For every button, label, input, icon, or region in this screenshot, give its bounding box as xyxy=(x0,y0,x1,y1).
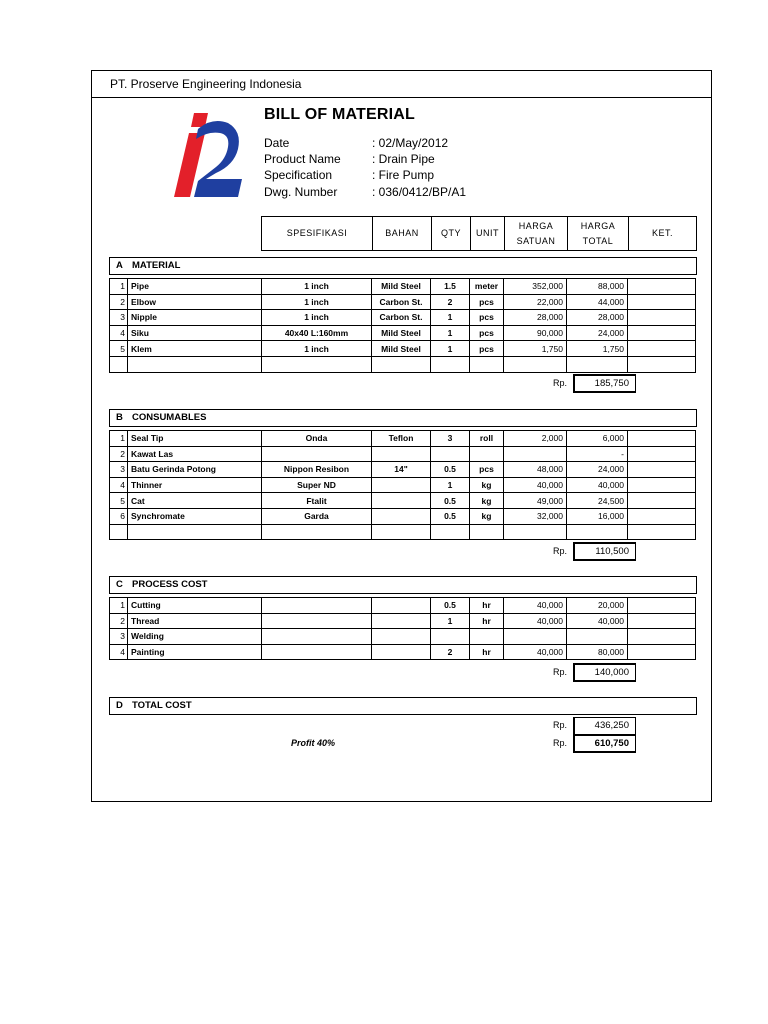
cell-qty: 3 xyxy=(431,431,470,447)
col-ket: KET. xyxy=(628,217,696,250)
section-total-header xyxy=(109,697,697,715)
cell-bahan xyxy=(372,644,431,660)
cell-harga-total: - xyxy=(567,446,628,462)
section-consumables-header xyxy=(109,409,697,427)
info-value: : 02/May/2012 xyxy=(372,136,449,150)
cell-harga-satuan: 22,000 xyxy=(504,294,567,310)
cell-row-no: 2 xyxy=(110,446,128,462)
section-title: CONSUMABLES xyxy=(132,412,207,423)
cell-qty: 1 xyxy=(431,341,470,357)
info-value: : 036/0412/BP/A1 xyxy=(372,185,467,199)
cell-bahan xyxy=(372,613,431,629)
cell-item-name: Cat xyxy=(128,493,262,509)
cell-qty: 0.5 xyxy=(431,508,470,524)
cell-harga-satuan: 90,000 xyxy=(504,325,567,341)
cell-harga-satuan: 48,000 xyxy=(504,462,567,478)
cell-harga-satuan: 49,000 xyxy=(504,493,567,509)
cell-ket xyxy=(628,279,696,295)
table-row xyxy=(110,294,696,310)
cell-bahan: Carbon St. xyxy=(372,294,431,310)
cell-spesifikasi xyxy=(262,644,372,660)
cell-bahan xyxy=(372,629,431,645)
cell-bahan xyxy=(372,493,431,509)
cell-harga-total xyxy=(567,356,628,372)
cell-qty: 0.5 xyxy=(431,462,470,478)
info-value: : Drain Pipe xyxy=(372,152,435,166)
table-row xyxy=(110,446,696,462)
cell-spesifikasi xyxy=(262,629,372,645)
cell-unit xyxy=(470,356,504,372)
col-unit: UNIT xyxy=(470,217,504,250)
cell-harga-satuan xyxy=(504,524,567,540)
cell-harga-total xyxy=(567,524,628,540)
cell-qty: 1 xyxy=(431,477,470,493)
cell-harga-satuan: 40,000 xyxy=(504,613,567,629)
cell-qty: 1 xyxy=(431,613,470,629)
rp-label: Rp. xyxy=(553,378,568,388)
section-letter: B xyxy=(116,412,123,423)
process-table xyxy=(109,597,696,660)
cell-qty xyxy=(431,356,470,372)
cell-qty xyxy=(431,524,470,540)
cell-spesifikasi xyxy=(262,446,372,462)
cell-item-name: Nipple xyxy=(128,310,262,326)
col-harga-total-line1: HARGA xyxy=(580,220,616,231)
table-row xyxy=(110,524,696,540)
table-row xyxy=(110,462,696,478)
cell-harga-satuan xyxy=(504,446,567,462)
cell-harga-total xyxy=(567,629,628,645)
cell-unit xyxy=(470,446,504,462)
cell-item-name: Seal Tip xyxy=(128,431,262,447)
cell-qty: 1 xyxy=(431,325,470,341)
rp-label: Rp. xyxy=(553,738,568,748)
column-header xyxy=(261,216,697,251)
cell-spesifikasi xyxy=(262,356,372,372)
cell-bahan xyxy=(372,446,431,462)
cell-harga-total: 88,000 xyxy=(567,279,628,295)
cell-row-no xyxy=(110,524,128,540)
cell-bahan: Mild Steel xyxy=(372,279,431,295)
cell-row-no: 5 xyxy=(110,493,128,509)
cell-spesifikasi: Super ND xyxy=(262,477,372,493)
company-name: PT. Proserve Engineering Indonesia xyxy=(92,70,711,98)
col-harga-satuan-line1: HARGA xyxy=(518,220,554,231)
section-letter: A xyxy=(116,260,123,271)
cell-harga-total: 28,000 xyxy=(567,310,628,326)
profit-label: Profit 40% xyxy=(291,738,336,748)
cell-unit xyxy=(470,524,504,540)
consumables-table xyxy=(109,430,696,540)
material-table xyxy=(109,278,696,373)
info-label: Product Name xyxy=(264,152,341,166)
section-title: PROCESS COST xyxy=(132,579,208,590)
cell-spesifikasi xyxy=(262,613,372,629)
cell-bahan: 14" xyxy=(372,462,431,478)
cell-item-name: Batu Gerinda Potong xyxy=(128,462,262,478)
cell-ket xyxy=(628,431,696,447)
grand-total-value: 610,750 xyxy=(573,734,636,753)
cell-qty: 2 xyxy=(431,644,470,660)
cell-item-name: Kawat Las xyxy=(128,446,262,462)
info-label: Date xyxy=(264,136,290,150)
cell-row-no: 6 xyxy=(110,508,128,524)
cell-row-no: 4 xyxy=(110,477,128,493)
cell-qty xyxy=(431,446,470,462)
cell-ket xyxy=(628,524,696,540)
cell-unit: pcs xyxy=(470,341,504,357)
cell-qty: 2 xyxy=(431,294,470,310)
cell-harga-satuan: 40,000 xyxy=(504,598,567,614)
cell-spesifikasi: 40x40 L:160mm xyxy=(262,325,372,341)
table-row xyxy=(110,341,696,357)
table-row xyxy=(110,310,696,326)
cell-ket xyxy=(628,310,696,326)
cell-bahan xyxy=(372,508,431,524)
cell-harga-total: 16,000 xyxy=(567,508,628,524)
cell-unit: hr xyxy=(470,613,504,629)
table-row xyxy=(110,356,696,372)
cell-bahan xyxy=(372,598,431,614)
cell-unit: kg xyxy=(470,493,504,509)
cell-harga-total: 20,000 xyxy=(567,598,628,614)
cell-qty: 1 xyxy=(431,310,470,326)
cell-row-no: 2 xyxy=(110,294,128,310)
cell-harga-total: 6,000 xyxy=(567,431,628,447)
cell-spesifikasi xyxy=(262,524,372,540)
cell-item-name: Synchromate xyxy=(128,508,262,524)
cell-harga-total: 44,000 xyxy=(567,294,628,310)
cell-unit: kg xyxy=(470,508,504,524)
cell-row-no: 1 xyxy=(110,279,128,295)
section-title: TOTAL COST xyxy=(132,700,192,711)
cell-unit: pcs xyxy=(470,462,504,478)
cell-ket xyxy=(628,294,696,310)
cell-item-name: Painting xyxy=(128,644,262,660)
rp-label: Rp. xyxy=(553,720,568,730)
cell-unit: pcs xyxy=(470,325,504,341)
col-qty: QTY xyxy=(431,217,470,250)
cell-unit: kg xyxy=(470,477,504,493)
cell-ket xyxy=(628,477,696,493)
cell-ket xyxy=(628,644,696,660)
cell-harga-satuan: 28,000 xyxy=(504,310,567,326)
table-row xyxy=(110,477,696,493)
cell-item-name: Cutting xyxy=(128,598,262,614)
cell-harga-total: 80,000 xyxy=(567,644,628,660)
cell-ket xyxy=(628,341,696,357)
cell-item-name: Thinner xyxy=(128,477,262,493)
cell-row-no: 3 xyxy=(110,629,128,645)
cell-bahan: Mild Steel xyxy=(372,341,431,357)
cell-bahan xyxy=(372,524,431,540)
cell-item-name: Klem xyxy=(128,341,262,357)
cell-ket xyxy=(628,629,696,645)
col-harga-satuan xyxy=(504,217,567,250)
cell-bahan: Teflon xyxy=(372,431,431,447)
table-row xyxy=(110,431,696,447)
cell-row-no: 2 xyxy=(110,613,128,629)
info-label: Specification xyxy=(264,168,333,182)
document-title: BILL OF MATERIAL xyxy=(264,106,416,123)
col-bahan: BAHAN xyxy=(372,217,431,250)
cell-harga-satuan: 352,000 xyxy=(504,279,567,295)
cell-item-name xyxy=(128,356,262,372)
cell-bahan xyxy=(372,477,431,493)
cell-qty xyxy=(431,629,470,645)
cell-ket xyxy=(628,493,696,509)
cell-harga-satuan xyxy=(504,356,567,372)
cell-bahan: Carbon St. xyxy=(372,310,431,326)
cell-item-name: Welding xyxy=(128,629,262,645)
cell-unit: pcs xyxy=(470,294,504,310)
cell-harga-satuan: 40,000 xyxy=(504,477,567,493)
total-value: 436,250 xyxy=(573,717,636,736)
cell-unit: pcs xyxy=(470,310,504,326)
cell-ket xyxy=(628,508,696,524)
cell-ket xyxy=(628,356,696,372)
cell-spesifikasi: 1 inch xyxy=(262,294,372,310)
cell-harga-total: 1,750 xyxy=(567,341,628,357)
cell-harga-total: 24,000 xyxy=(567,462,628,478)
table-row xyxy=(110,508,696,524)
cell-ket xyxy=(628,325,696,341)
info-label: Dwg. Number xyxy=(264,185,338,199)
col-harga-total xyxy=(567,217,628,250)
table-row xyxy=(110,598,696,614)
cell-spesifikasi: 1 inch xyxy=(262,279,372,295)
cell-harga-total: 24,000 xyxy=(567,325,628,341)
company-logo xyxy=(172,113,244,197)
section-process-header xyxy=(109,576,697,594)
table-row xyxy=(110,644,696,660)
cell-qty: 0.5 xyxy=(431,493,470,509)
col-harga-satuan-line2: SATUAN xyxy=(516,235,556,246)
cell-ket xyxy=(628,613,696,629)
info-value: : Fire Pump xyxy=(372,168,435,182)
table-row xyxy=(110,325,696,341)
cell-qty: 1.5 xyxy=(431,279,470,295)
cell-row-no: 4 xyxy=(110,325,128,341)
cell-spesifikasi: Nippon Resibon xyxy=(262,462,372,478)
cell-bahan: Mild Steel xyxy=(372,325,431,341)
cell-bahan xyxy=(372,356,431,372)
cell-harga-satuan: 2,000 xyxy=(504,431,567,447)
subtotal-value: 185,750 xyxy=(573,374,636,393)
cell-harga-satuan: 1,750 xyxy=(504,341,567,357)
cell-spesifikasi: Onda xyxy=(262,431,372,447)
cell-harga-satuan xyxy=(504,629,567,645)
rp-label: Rp. xyxy=(553,667,568,677)
cell-item-name: Siku xyxy=(128,325,262,341)
cell-unit: hr xyxy=(470,598,504,614)
col-spesifikasi: SPESIFIKASI xyxy=(286,228,348,238)
section-material-header xyxy=(109,257,697,275)
cell-harga-satuan: 32,000 xyxy=(504,508,567,524)
col-harga-total-line2: TOTAL xyxy=(582,235,614,246)
subtotal-value: 110,500 xyxy=(573,542,636,561)
section-letter: D xyxy=(116,700,123,711)
cell-unit xyxy=(470,629,504,645)
section-title: MATERIAL xyxy=(132,260,181,271)
cell-ket xyxy=(628,446,696,462)
cell-item-name: Pipe xyxy=(128,279,262,295)
cell-spesifikasi: Garda xyxy=(262,508,372,524)
cell-item-name: Thread xyxy=(128,613,262,629)
cell-row-no: 1 xyxy=(110,598,128,614)
table-row xyxy=(110,629,696,645)
cell-row-no: 4 xyxy=(110,644,128,660)
cell-harga-satuan: 40,000 xyxy=(504,644,567,660)
subtotal-value: 140,000 xyxy=(573,663,636,682)
cell-harga-total: 40,000 xyxy=(567,613,628,629)
section-letter: C xyxy=(116,579,123,590)
cell-item-name: Elbow xyxy=(128,294,262,310)
cell-item-name xyxy=(128,524,262,540)
cell-row-no: 3 xyxy=(110,310,128,326)
cell-unit: meter xyxy=(470,279,504,295)
cell-unit: hr xyxy=(470,644,504,660)
cell-ket xyxy=(628,462,696,478)
cell-qty: 0.5 xyxy=(431,598,470,614)
cell-spesifikasi xyxy=(262,598,372,614)
cell-row-no: 1 xyxy=(110,431,128,447)
table-row xyxy=(110,493,696,509)
cell-unit: roll xyxy=(470,431,504,447)
cell-spesifikasi: 1 inch xyxy=(262,341,372,357)
cell-spesifikasi: Ftalit xyxy=(262,493,372,509)
cell-ket xyxy=(628,598,696,614)
cell-row-no: 5 xyxy=(110,341,128,357)
cell-row-no xyxy=(110,356,128,372)
cell-row-no: 3 xyxy=(110,462,128,478)
cell-harga-total: 24,500 xyxy=(567,493,628,509)
rp-label: Rp. xyxy=(553,546,568,556)
table-row xyxy=(110,613,696,629)
cell-spesifikasi: 1 inch xyxy=(262,310,372,326)
cell-harga-total: 40,000 xyxy=(567,477,628,493)
table-row xyxy=(110,279,696,295)
